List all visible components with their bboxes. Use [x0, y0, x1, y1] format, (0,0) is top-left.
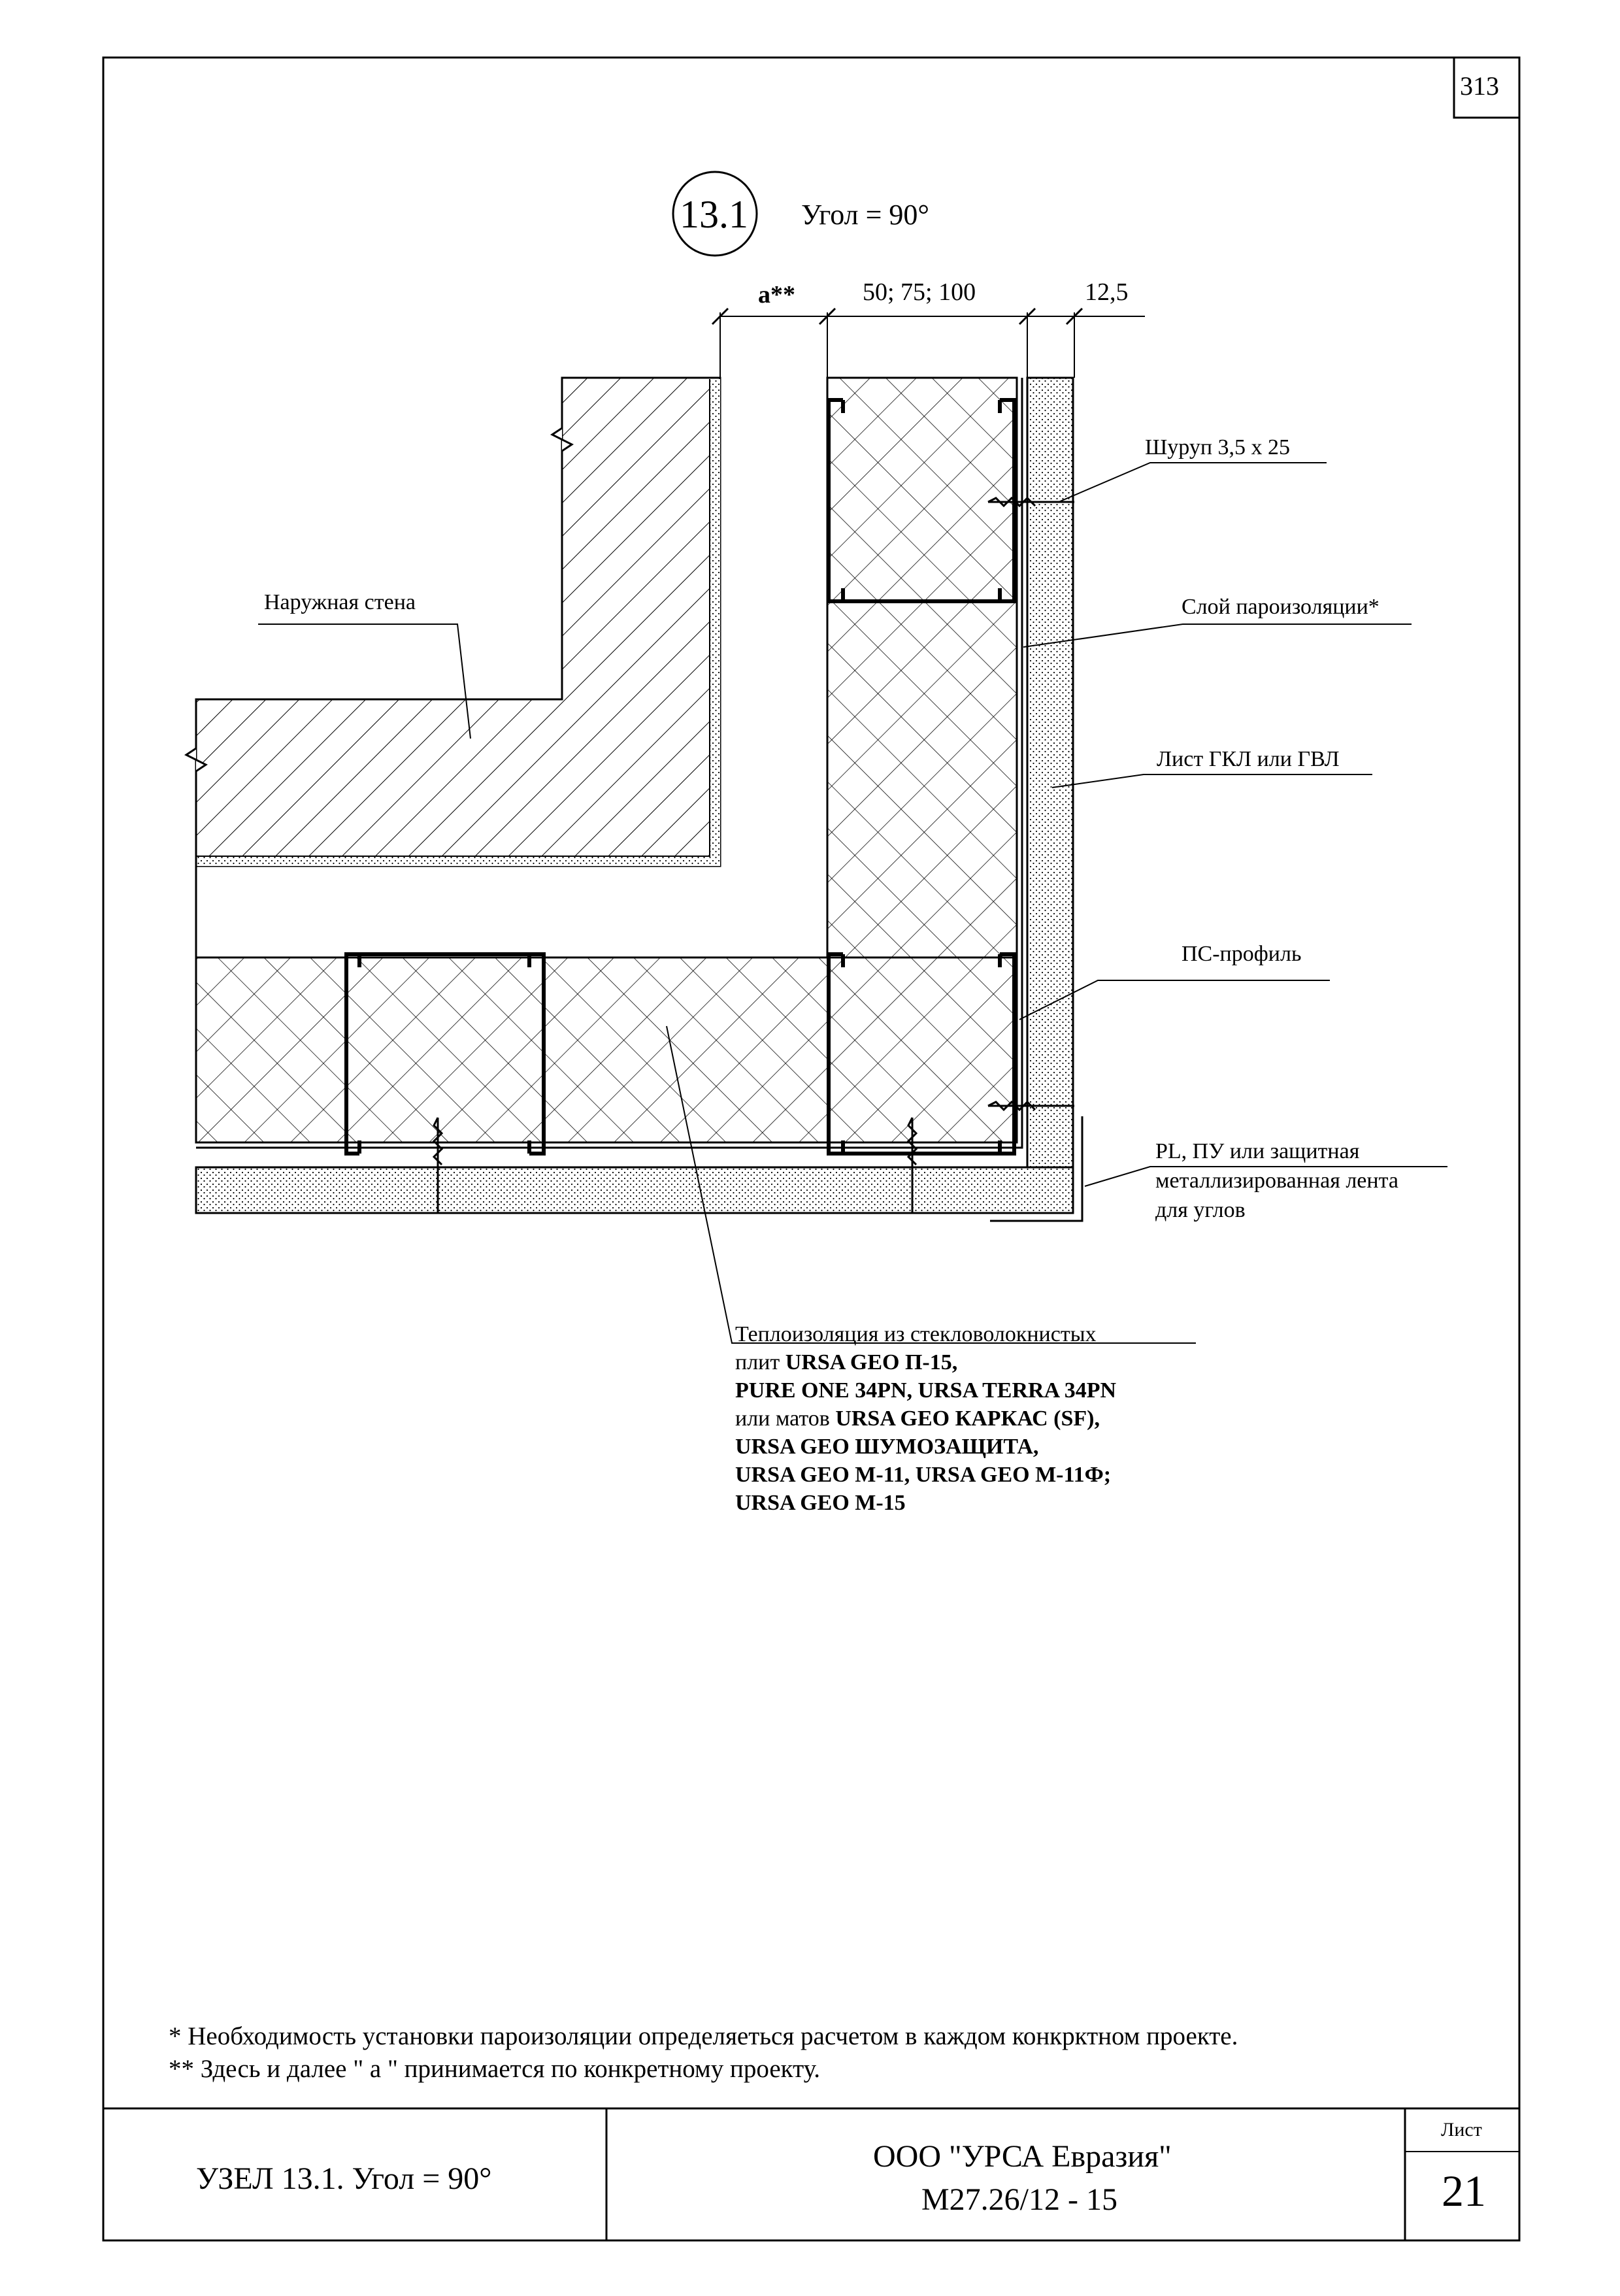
- label-corner-tape-3: для углов: [1155, 1198, 1246, 1222]
- detail-number: 13.1: [680, 193, 748, 236]
- label-vapor-barrier: Слой пароизоляции*: [1182, 595, 1380, 619]
- callout-line: URSA GEO М-11, URSA GEO М-11Ф;: [735, 1463, 1112, 1487]
- footnote-2: ** Здесь и далее " а " принимается по конкретному проекту.: [169, 2055, 820, 2083]
- page-number: 313: [1460, 71, 1499, 101]
- insulation-callout: [735, 1320, 1116, 1517]
- label-corner-tape-2: металлизированная лента: [1155, 1169, 1398, 1193]
- insulation-horizontal: [196, 957, 1017, 1142]
- callout-line: URSA GEO М-15: [735, 1491, 906, 1515]
- dimension-lines: [712, 308, 1145, 378]
- title-block-company: ООО "УРСА Евразия": [873, 2139, 1172, 2174]
- title-block-sheet-label: Лист: [1441, 2119, 1482, 2140]
- title-block-code: М27.26/12 - 15: [921, 2182, 1117, 2217]
- dimension-insulation: 50; 75; 100: [863, 278, 976, 306]
- callout-line: Теплоизоляция из стекловолокнистых: [735, 1322, 1097, 1346]
- dimension-board: 12,5: [1085, 278, 1129, 306]
- label-outer-wall: Наружная стена: [264, 590, 416, 614]
- footnote-1: * Необходимость установки пароизоляции определяеться расчетом в каждом конкрктном проекте.: [169, 2022, 1238, 2050]
- outer-wall: [186, 378, 720, 866]
- label-screw: Шуруп 3,5 х 25: [1145, 435, 1291, 459]
- callout-line: PURE ONE 34PN, URSA TERRA 34PN: [735, 1378, 1117, 1403]
- dimension-a: a**: [758, 281, 795, 308]
- title-block-sheet-number: 21: [1442, 2166, 1486, 2216]
- title-block-name: УЗЕЛ 13.1. Угол = 90°: [196, 2161, 492, 2196]
- label-profile: ПС-профиль: [1182, 942, 1302, 966]
- label-board: Лист ГКЛ или ГВЛ: [1157, 747, 1340, 771]
- callout-line: или матов URSA GEO КАРКАС (SF),: [735, 1406, 1100, 1431]
- callout-line: URSA GEO ШУМОЗАЩИТА,: [735, 1435, 1039, 1459]
- label-corner-tape-1: PL, ПУ или защитная: [1155, 1139, 1360, 1163]
- detail-title: Угол = 90°: [801, 199, 930, 231]
- callout-line: плит URSA GEO П-15,: [735, 1350, 958, 1374]
